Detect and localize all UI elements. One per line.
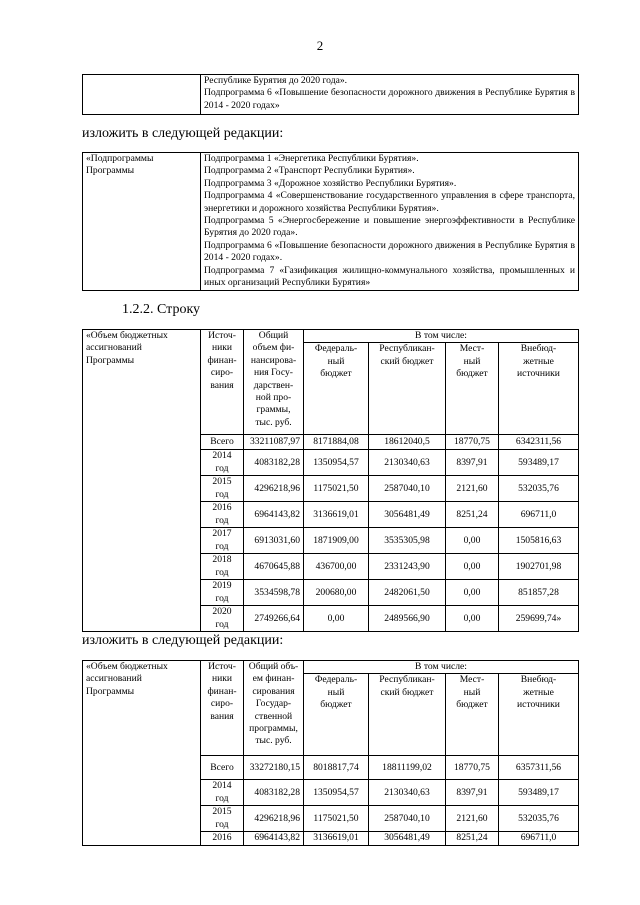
row-total: 2749266,64: [244, 606, 304, 632]
row-year: 2017: [212, 528, 232, 540]
row-source: [201, 450, 244, 476]
page-number: 2: [316, 38, 324, 53]
row-republic: 18612040,5: [369, 435, 446, 450]
row-year-suffix: год: [215, 488, 229, 500]
header-federal: [304, 343, 369, 435]
row-local: 0,00: [446, 528, 499, 554]
row-local: 18770,75: [446, 756, 499, 780]
row-federal: 1175021,50: [304, 806, 369, 832]
row-year: 2014: [212, 780, 232, 792]
row-federal: 3136619,01: [304, 502, 369, 528]
row-source: Всего: [201, 435, 244, 450]
row-republic: 2587040,10: [369, 476, 446, 502]
row-year: 2020: [212, 606, 232, 618]
header-line: граммы,: [256, 404, 291, 416]
header-local: [446, 343, 499, 435]
header-line: Государ-: [255, 698, 292, 710]
header-line: Источ-: [208, 661, 236, 672]
section-heading: изложить в следующей редакции:: [82, 633, 284, 648]
row-extra: 259699,74»: [499, 606, 579, 632]
row-extra: 532035,76: [499, 806, 579, 832]
budget-label-cell: [83, 330, 201, 632]
row-year-suffix: год: [215, 514, 229, 526]
header-including: В том числе:: [304, 330, 579, 343]
continuation-text-cell: [201, 75, 579, 115]
subprogram-item: Подпрограмма 4 «Совершенствование государственного управления в сфере транспорта, энергетики и дорожного хозяйства Республики Бурятия».: [204, 190, 575, 214]
row-republic: 2130340,63: [369, 780, 446, 806]
header-line: жетные: [523, 355, 554, 367]
header-line: ский бюджет: [380, 686, 434, 698]
subprogram-item: Подпрограмма 1 «Энергетика Республики Бурятия».: [204, 153, 419, 164]
row-year-suffix: год: [215, 462, 229, 474]
header-line: жетные: [523, 686, 554, 698]
row-local: 8397,91: [446, 450, 499, 476]
header-line: бюджет: [456, 368, 488, 380]
section-subheading: 1.2.2. Строку: [122, 302, 201, 317]
header-line: Республикан-: [379, 343, 435, 355]
budget-table-old: [82, 329, 579, 632]
header-line: ный: [327, 686, 345, 698]
row-extra: 6357311,56: [499, 756, 579, 780]
header-line: ный: [463, 355, 481, 367]
row-federal: 1175021,50: [304, 476, 369, 502]
row-extra: 593489,17: [499, 780, 579, 806]
row-republic: 3056481,49: [369, 502, 446, 528]
row-year-suffix: год: [215, 592, 229, 604]
row-year: 2016: [212, 502, 232, 514]
header-line: финан-: [207, 685, 237, 697]
header-line: Федераль-: [314, 674, 358, 686]
row-total: 6913031,60: [244, 528, 304, 554]
header-line: вания: [210, 710, 234, 722]
header-line: Мест-: [459, 674, 485, 686]
subprogram-item: Подпрограмма 7 «Газификация жилищно-коммунального хозяйства, промышленных и иных организаций Республики Бурятия»: [204, 264, 575, 289]
budget-label: ассигнований: [86, 342, 142, 354]
subprogram-item: Подпрограмма 2 «Транспорт Республики Бурятия».: [204, 165, 415, 177]
header-line: сиро-: [210, 367, 234, 379]
header-line: ники: [211, 673, 233, 685]
row-year-suffix: год: [215, 618, 229, 630]
row-federal: 8018817,74: [304, 756, 369, 780]
header-line: бюджет: [320, 699, 352, 711]
row-source: [201, 806, 244, 832]
row-republic: 2587040,10: [369, 806, 446, 832]
budget-label: «Объем бюджетных: [86, 330, 168, 341]
row-extra: 6342311,56: [499, 435, 579, 450]
row-year-suffix: год: [215, 818, 229, 830]
row-local: 0,00: [446, 554, 499, 580]
subprograms-label-cell: [83, 153, 201, 291]
row-total: 3534598,78: [244, 580, 304, 606]
header-source: [201, 661, 244, 756]
subprogram-item: Подпрограмма 5 «Энергосбережение и повышение энергоэффективности в Республике Бурятия до 2020 года».: [204, 215, 575, 239]
header-local: [446, 674, 499, 756]
continuation-line: Республике Бурятия до 2020 года».: [204, 75, 348, 86]
row-republic: 3056481,49: [369, 832, 446, 845]
row-extra: 851857,28: [499, 580, 579, 606]
row-republic: 18811199,02: [369, 756, 446, 780]
continuation-label-cell: [83, 75, 201, 115]
row-source: [201, 554, 244, 580]
row-source: [201, 476, 244, 502]
row-federal: 8171884,08: [304, 435, 369, 450]
header-line: ский бюджет: [380, 355, 434, 367]
header-total: [244, 330, 304, 435]
continuation-line: Подпрограмма 6 «Повышение безопасности дорожного движения в Республике Бурятия в 2014 - 2020 годах»: [204, 87, 575, 111]
row-extra: 696711,0: [499, 502, 579, 528]
header-line: вания: [210, 379, 234, 391]
row-total: 6964143,82: [244, 832, 304, 845]
row-republic: 2331243,90: [369, 554, 446, 580]
header-line: Мест-: [459, 343, 485, 355]
row-year: 2014: [212, 450, 232, 462]
row-federal: 1350954,57: [304, 780, 369, 806]
continuation-table: [82, 74, 579, 115]
row-year-suffix: год: [215, 792, 229, 804]
row-source: [201, 502, 244, 528]
row-year-suffix: год: [215, 566, 229, 578]
row-source: Всего: [201, 756, 244, 780]
row-year-suffix: год: [215, 540, 229, 552]
row-total: 4083182,28: [244, 780, 304, 806]
header-line: ный: [463, 686, 481, 698]
header-line: ники: [211, 342, 233, 354]
budget-label: «Объем бюджетных: [86, 661, 168, 672]
budget-label: Программы: [86, 685, 135, 697]
subprograms-list-cell: [201, 153, 579, 291]
row-extra: 532035,76: [499, 476, 579, 502]
row-local: 8251,24: [446, 832, 499, 845]
header-total: [244, 661, 304, 756]
row-local: 0,00: [446, 606, 499, 632]
row-local: 2121,60: [446, 806, 499, 832]
header-line: Источ-: [208, 330, 236, 341]
row-republic: 3535305,98: [369, 528, 446, 554]
header-line: источники: [517, 699, 560, 711]
header-line: Федераль-: [314, 343, 358, 355]
budget-label: ассигнований: [86, 673, 142, 685]
header-republic: [369, 674, 446, 756]
header-line: бюджет: [456, 699, 488, 711]
row-total: 4670645,88: [244, 554, 304, 580]
header-including: В том числе:: [304, 661, 579, 674]
row-republic: 2489566,90: [369, 606, 446, 632]
row-extra: 593489,17: [499, 450, 579, 476]
subprogram-item: Подпрограмма 6 «Повышение безопасности дорожного движения в Республике Бурятия в 2014 - 2020 годах».: [204, 239, 575, 264]
header-line: программы,: [249, 723, 298, 735]
header-line: источники: [517, 368, 560, 380]
row-total: 6964143,82: [244, 502, 304, 528]
header-republic: [369, 343, 446, 435]
header-line: тыс. руб.: [255, 735, 292, 747]
header-line: Общий: [258, 330, 289, 341]
header-line: Республикан-: [379, 674, 435, 686]
row-year: 2015: [212, 806, 232, 818]
budget-table-new: [82, 660, 579, 846]
row-federal: 1871909,00: [304, 528, 369, 554]
subprograms-table: [82, 152, 579, 291]
row-federal: 3136619,01: [304, 832, 369, 845]
row-republic: 2482061,50: [369, 580, 446, 606]
row-local: 8251,24: [446, 502, 499, 528]
header-line: ной про-: [255, 392, 292, 404]
row-total: 4296218,96: [244, 806, 304, 832]
row-local: 0,00: [446, 580, 499, 606]
header-line: ния Госу-: [254, 367, 293, 379]
row-source: [201, 606, 244, 632]
subprograms-label: Программы: [86, 165, 135, 177]
header-line: нансирова-: [250, 354, 297, 366]
row-source: [201, 780, 244, 806]
row-local: 8397,91: [446, 780, 499, 806]
header-line: бюджет: [320, 368, 352, 380]
header-line: ный: [327, 355, 345, 367]
budget-label: Программы: [86, 354, 135, 366]
header-line: Общий объ-: [248, 661, 299, 672]
section-heading: изложить в следующей редакции:: [82, 126, 284, 141]
row-year: 2015: [212, 476, 232, 488]
row-federal: 1350954,57: [304, 450, 369, 476]
header-line: ем финан-: [252, 673, 295, 685]
row-source: [201, 528, 244, 554]
row-local: 18770,75: [446, 435, 499, 450]
header-line: сирования: [252, 685, 295, 697]
row-year: 2018: [212, 554, 232, 566]
header-line: финан-: [207, 354, 237, 366]
row-source: [201, 580, 244, 606]
row-local: 2121,60: [446, 476, 499, 502]
header-line: Внебюд-: [520, 343, 557, 355]
header-line: тыс. руб.: [255, 416, 292, 428]
header-line: ственной: [254, 710, 293, 722]
row-federal: 0,00: [304, 606, 369, 632]
subprograms-label: «Подпрограммы: [86, 153, 154, 164]
header-line: дарствен-: [253, 379, 294, 391]
row-extra: 696711,0: [499, 832, 579, 845]
header-extra: [499, 343, 579, 435]
header-federal: [304, 674, 369, 756]
header-line: объем фи-: [252, 342, 295, 354]
row-year: 2019: [212, 580, 232, 592]
row-republic: 2130340,63: [369, 450, 446, 476]
row-extra: 1902701,98: [499, 554, 579, 580]
header-extra: [499, 674, 579, 756]
subprogram-item: Подпрограмма 3 «Дорожное хозяйство Республики Бурятия».: [204, 177, 457, 189]
row-source: 2016: [201, 832, 244, 845]
header-line: сиро-: [210, 698, 234, 710]
row-total: 4296218,96: [244, 476, 304, 502]
row-total: 4083182,28: [244, 450, 304, 476]
row-federal: 436700,00: [304, 554, 369, 580]
budget-label-cell: [83, 661, 201, 846]
row-federal: 200680,00: [304, 580, 369, 606]
header-source: [201, 330, 244, 435]
row-total: 33272180,15: [244, 756, 304, 780]
header-line: Внебюд-: [520, 674, 557, 686]
row-extra: 1505816,63: [499, 528, 579, 554]
row-total: 33211087,97: [244, 435, 304, 450]
